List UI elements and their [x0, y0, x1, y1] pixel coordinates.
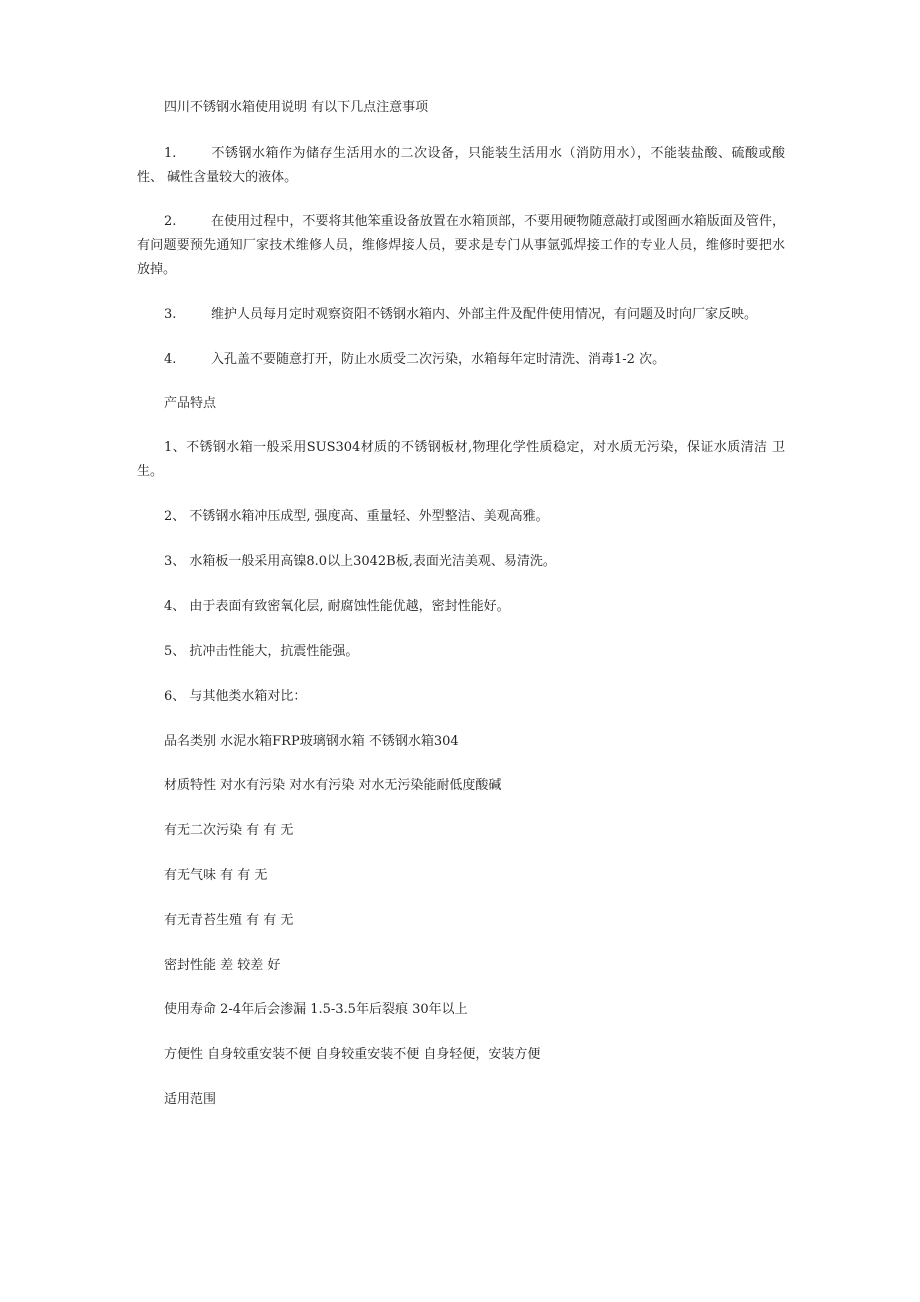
feature-4: 4、 由于表面有致密氧化层, 耐腐蚀性能优越，密封性能好。	[164, 599, 510, 614]
document-title: 四川不锈钢水箱使用说明 有以下几点注意事项	[164, 100, 429, 115]
note-text: 入孔盖不要随意打开，防止水质受二次污染，水箱每年定时清洗、消毒1-2 次。	[211, 352, 666, 367]
comparison-row: 品名类别 水泥水箱FRP玻璃钢水箱 不锈钢水箱304	[164, 734, 459, 749]
feature-1	[137, 436, 785, 484]
comparison-row: 有无气味 有 有 无	[164, 868, 268, 883]
note-text: 不锈钢水箱作为储存生活用水的二次设备，只能装生活用水（消防用水），不能装盐酸、硫酸或酸性、 碱性含量较大的液体。	[137, 146, 785, 185]
feature-6: 6、 与其他类水箱对比：	[164, 689, 307, 704]
note-1	[137, 142, 785, 190]
feature-2: 2、 不锈钢水箱冲压成型, 强度高、重量轻、外型整洁、美观高雅。	[164, 509, 549, 524]
comparison-row: 材质特性 对水有污染 对水有污染 对水无污染能耐低度酸碱	[164, 778, 502, 793]
feature-3: 3、 水箱板一般采用高镍8.0以上3042B板,表面光洁美观、易清洗。	[164, 554, 556, 569]
note-number: 4.	[164, 352, 177, 367]
note-4	[137, 348, 785, 372]
comparison-row: 方便性 自身较重安装不便 自身较重安装不便 自身轻便，安装方便	[164, 1047, 541, 1062]
note-text: 维护人员每月定时观察资阳不锈钢水箱内、外部主件及配件使用情况，有问题及时向厂家反映。	[211, 307, 758, 322]
feature-text: 1、不锈钢水箱一般采用SUS304材质的不锈钢板材,物理化学性质稳定，对水质无污染，保证水质清洁 卫生。	[137, 440, 785, 479]
comparison-row: 使用寿命 2-4年后会渗漏 1.5-3.5年后裂痕 30年以上	[164, 1002, 468, 1017]
comparison-row: 有无青苔生殖 有 有 无	[164, 913, 294, 928]
note-3	[137, 303, 785, 327]
note-2	[137, 210, 785, 282]
comparison-row: 适用范围	[164, 1092, 217, 1107]
comparison-row: 密封性能 差 较差 好	[164, 958, 281, 973]
note-number: 3.	[164, 307, 177, 322]
comparison-row: 有无二次污染 有 有 无	[164, 823, 294, 838]
features-heading: 产品特点	[164, 396, 217, 411]
feature-5: 5、 抗冲击性能大，抗震性能强。	[164, 644, 359, 659]
note-text: 在使用过程中，不要将其他笨重设备放置在水箱顶部，不要用硬物随意敲打或图画水箱版面及管件， 有问题要预先通知厂家技术维修人员，维修焊接人员，要求是专门从事氩弧焊接工作的专业人员，维修时要把水放掉。	[137, 214, 785, 277]
note-number: 2.	[164, 214, 177, 229]
note-number: 1.	[164, 146, 177, 161]
